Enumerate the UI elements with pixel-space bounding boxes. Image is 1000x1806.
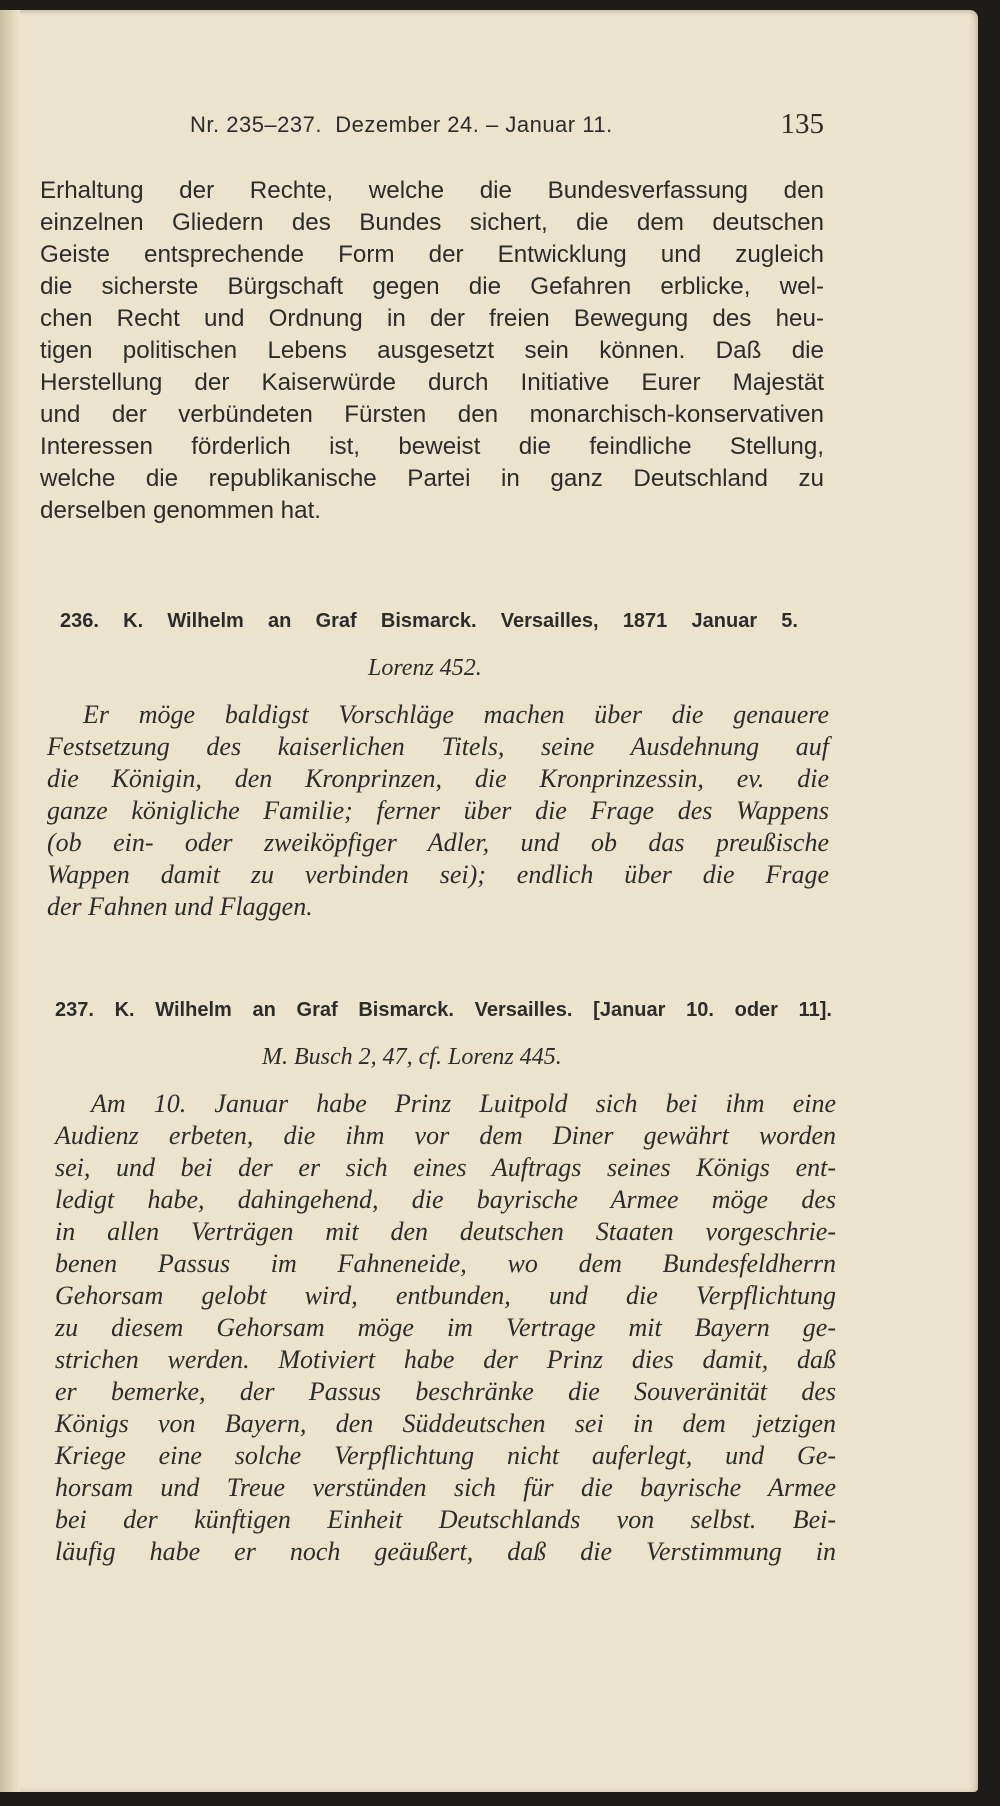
text-line: bei der künftigen Einheit Deutschlands von selbst. Bei- bbox=[55, 1505, 836, 1534]
text-line: welche die republikanische Partei in ganz Deutschland zu bbox=[40, 465, 824, 492]
document-heading-236: 236. K. Wilhelm an Graf Bismarck. Versailles, 1871 Januar 5. bbox=[60, 610, 798, 632]
running-head-text: Nr. 235–237. Dezember 24. – Januar 11. bbox=[190, 112, 613, 137]
source-reference-236: Lorenz 452. bbox=[368, 655, 482, 681]
text-line: chen Recht und Ordnung in der freien Bewegung des heu- bbox=[40, 305, 824, 332]
running-head bbox=[40, 108, 824, 142]
continuation-paragraph bbox=[40, 175, 824, 527]
text-line: die sicherste Bürgschaft gegen die Gefahren erblicke, wel- bbox=[40, 273, 824, 300]
text-line: Am 10. Januar habe Prinz Luitpold sich bei ihm eine bbox=[91, 1089, 836, 1118]
text-line: und der verbündeten Fürsten den monarchisch-konservativen bbox=[40, 401, 824, 428]
text-line: einzelnen Gliedern des Bundes sichert, die dem deutschen bbox=[40, 209, 824, 236]
text-line: zu diesem Gehorsam möge im Vertrage mit Bayern ge- bbox=[55, 1313, 836, 1342]
book-page bbox=[0, 10, 978, 1792]
text-line: in allen Verträgen mit den deutschen Staaten vorgeschrie- bbox=[55, 1217, 836, 1246]
text-line: läufig habe er noch geäußert, daß die Verstimmung in bbox=[55, 1537, 836, 1566]
text-line: ledigt habe, dahingehend, die bayrische Armee möge des bbox=[55, 1185, 836, 1214]
source-reference-237: M. Busch 2, 47, cf. Lorenz 445. bbox=[262, 1044, 562, 1070]
document-body-236 bbox=[47, 699, 829, 923]
text-line: (ob ein- oder zweiköpfiger Adler, und ob das preußische bbox=[47, 828, 829, 857]
text-line: Königs von Bayern, den Süddeutschen sei in dem jetzigen bbox=[55, 1409, 836, 1438]
text-line: Er möge baldigst Vorschläge machen über die genauere bbox=[83, 700, 829, 729]
text-line: Festsetzung des kaiserlichen Titels, seine Ausdehnung auf bbox=[47, 732, 829, 761]
text-line: tigen politischen Lebens ausgesetzt sein können. Daß die bbox=[40, 337, 824, 364]
text-line: benen Passus im Fahneneide, wo dem Bundesfeldherrn bbox=[55, 1249, 836, 1278]
text-line: Geiste entsprechende Form der Entwicklung und zugleich bbox=[40, 241, 824, 268]
text-line: horsam und Treue verstünden sich für die bayrische Armee bbox=[55, 1473, 836, 1502]
text-line: Kriege eine solche Verpflichtung nicht auferlegt, und Ge- bbox=[55, 1441, 836, 1470]
text-line: strichen werden. Motiviert habe der Prinz dies damit, daß bbox=[55, 1345, 836, 1374]
document-heading-237: 237. K. Wilhelm an Graf Bismarck. Versailles. [Januar 10. oder 11]. bbox=[55, 999, 832, 1021]
text-line: Gehorsam gelobt wird, entbunden, und die Verpflichtung bbox=[55, 1281, 836, 1310]
text-line: ganze königliche Familie; ferner über die Frage des Wappens bbox=[47, 796, 829, 825]
text-line: er bemerke, der Passus beschränke die Souveränität des bbox=[55, 1377, 836, 1406]
text-line: die Königin, den Kronprinzen, die Kronprinzessin, ev. die bbox=[47, 764, 829, 793]
text-line: der Fahnen und Flaggen. bbox=[47, 892, 313, 921]
text-line: Wappen damit zu verbinden sei); endlich über die Frage bbox=[47, 860, 829, 889]
text-line: sei, und bei der er sich eines Auftrags seines Königs ent- bbox=[55, 1153, 836, 1182]
text-line: Herstellung der Kaiserwürde durch Initiative Eurer Majestät bbox=[40, 369, 824, 396]
page-number: 135 bbox=[780, 108, 824, 140]
document-body-237 bbox=[55, 1088, 836, 1568]
text-line: Audienz erbeten, die ihm vor dem Diner gewährt worden bbox=[55, 1121, 836, 1150]
text-line: derselben genommen hat. bbox=[40, 497, 322, 524]
text-line: Interessen förderlich ist, beweist die feindliche Stellung, bbox=[40, 433, 824, 460]
page-gutter bbox=[0, 10, 20, 1792]
text-line: Erhaltung der Rechte, welche die Bundesverfassung den bbox=[40, 177, 824, 204]
